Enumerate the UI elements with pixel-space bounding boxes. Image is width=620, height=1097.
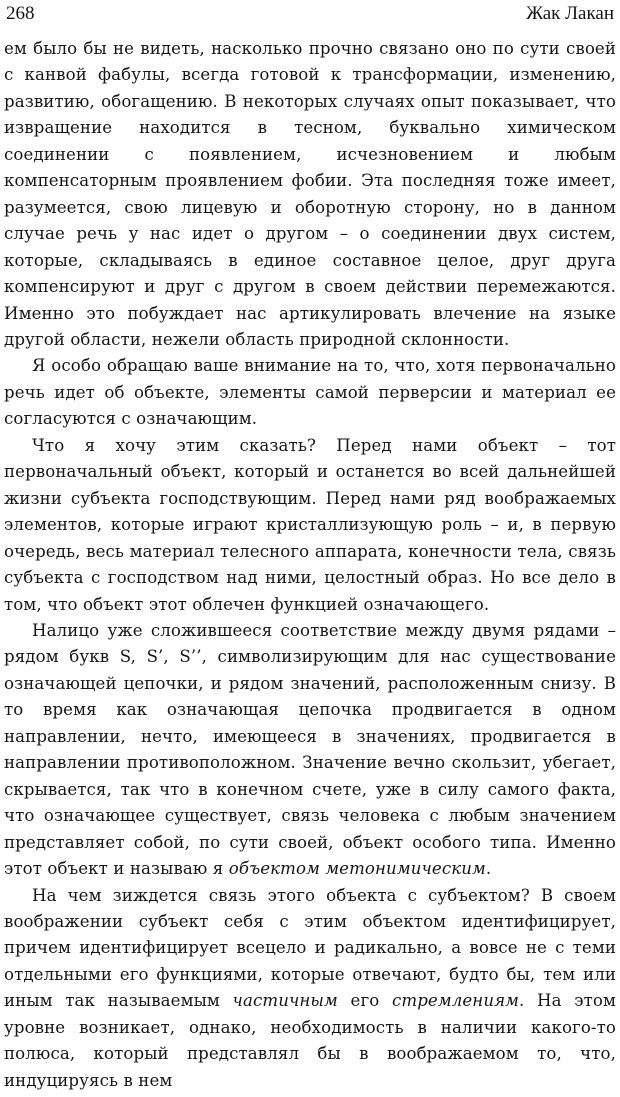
italic-term: частичным [232, 991, 338, 1011]
body-text [4, 36, 616, 1094]
paragraph [4, 353, 616, 432]
text-segment: Что я хочу этим сказать? Перед нами объект – тот первоначальный объект, который и останется во всей дальнейшей жизни субъекта господствующим. Перед нами ряд воображаемых элементов, которые играют кристаллизующую роль – и, в первую очередь, весь материал телесного аппарата, конечности тела, связь субъекта с господством над ними, целостный образ. Но все дело в том, что объект этот облечен функцией означающего. [4, 435, 616, 614]
running-head: Жак Лакан [526, 3, 614, 24]
text-segment: ем было бы не видеть, насколько прочно связано оно по сути своей с канвой фабулы, всегда готовой к трансформации, изменению, развитию, обогащению. В некоторых случаях опыт показывает, что извращение находится в тесном, буквально химическом соединении с появлением, исчезновением и любым компенсаторным проявлением фобии. Эта последняя тоже имеет, разумеется, свою лицевую и оборотную сторону, но в данном случае речь у нас идет о другом – о соединении двух систем, которые, складываясь в единое составное целое, друг друга компенсируют и друг с другом в своем действии перемежаются. Именно это побуждает нас артикулировать влечение на языке другой области, нежели область природной склонности. [4, 39, 616, 349]
page-header [4, 0, 616, 30]
italic-term: объектом метонимическим [228, 859, 486, 879]
italic-term: стремлениям [391, 991, 520, 1011]
paragraph [4, 36, 616, 353]
text-segment: . На этом уровне возникает, однако, необходимость в наличии какого-то полюса, который представлял бы в воображаемом то, что, индуцируясь в нем [4, 991, 617, 1090]
page-number: 268 [6, 3, 35, 24]
paragraph [4, 618, 616, 883]
text-segment: На чем зиждется связь этого объекта с субъектом? В своем воображении субъект себя с этим объектом идентифицирует, причем идентифицирует всецело и радикально, а вовсе не с теми отдельными его функциями, которые отвечают, будто бы, тем или иным так называемым [4, 885, 616, 1011]
paragraph [4, 883, 616, 1095]
text-segment: Налицо уже сложившееся соответствие между двумя рядами – рядом букв S, S’, S’’, символизирующим для нас существование означающей цепочки, и рядом значений, расположенным снизу. В то время как означающая цепочка продвигается в одном направлении, нечто, имеющееся в значениях, продвигается в направлении противоположном. Значение вечно скользит, убегает, скрывается, так что в конечном счете, уже в силу самого факта, что означающее существует, связь человека с любым значением представляет собой, по сути своей, объект особого типа. Именно этот объект и называю я [4, 620, 616, 879]
text-segment: Я особо обращаю ваше внимание на то, что, хотя первоначально речь идет об объекте, элементы самой перверсии и материал ее согласуются с означающим. [4, 356, 616, 429]
paragraph [4, 433, 616, 618]
text-segment: . [485, 859, 492, 879]
text-segment: его [337, 991, 392, 1011]
